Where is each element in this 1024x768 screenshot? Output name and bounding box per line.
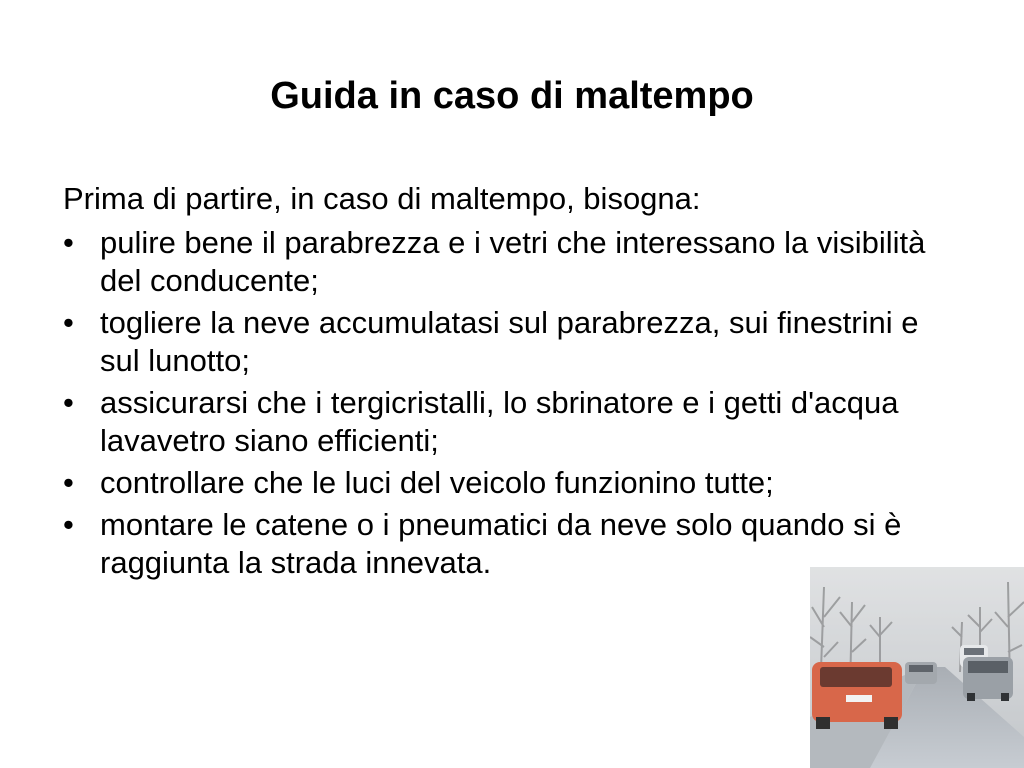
bullet-dot-icon: • — [63, 225, 74, 260]
snowy-road-photo — [810, 567, 1024, 768]
car-grey-middle — [905, 662, 937, 684]
bullet-text: controllare che le luci del veicolo funzionino tutte; — [100, 465, 774, 500]
bullet-dot-icon: • — [63, 507, 74, 542]
bullet-dot-icon: • — [63, 385, 74, 420]
bullet-text: pulire bene il parabrezza e i vetri che interessano la visibilità del conducente; — [100, 225, 926, 298]
car-orange-front — [812, 662, 902, 729]
bullet-text: togliere la neve accumulatasi sul parabrezza, sui finestrini e sul lunotto; — [100, 305, 919, 378]
bullet-text: assicurarsi che i tergicristalli, lo sbrinatore e i getti d'acqua lavavetro siano efficienti; — [100, 385, 899, 458]
bullet-item — [63, 224, 963, 300]
bullet-item — [63, 464, 963, 502]
snowy-road-illustration — [810, 567, 1024, 768]
bullet-text: montare le catene o i pneumatici da neve solo quando si è raggiunta la strada innevata. — [100, 507, 902, 580]
bullet-dot-icon: • — [63, 305, 74, 340]
bullet-dot-icon: • — [63, 465, 74, 500]
car-grey-right — [963, 657, 1013, 701]
bullet-list — [63, 224, 963, 586]
bullet-item — [63, 384, 963, 460]
slide-title: Guida in caso di maltempo — [270, 75, 754, 117]
bullet-item — [63, 304, 963, 380]
intro-text: Prima di partire, in caso di maltempo, bisogna: — [63, 181, 701, 216]
